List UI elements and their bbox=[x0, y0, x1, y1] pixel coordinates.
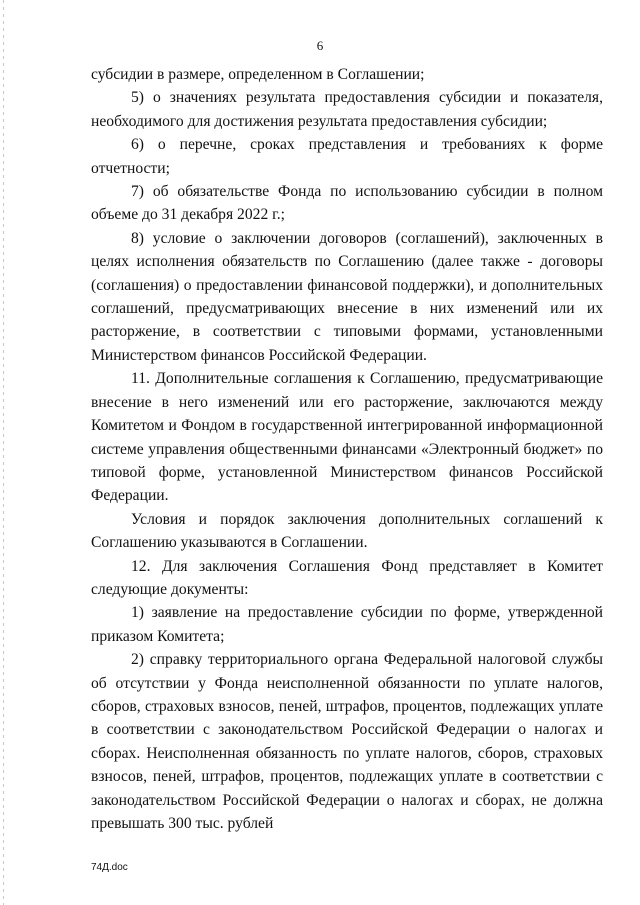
paragraph-clause-12: 12. Для заключения Соглашения Фонд представляет в Комитет следующие документы: bbox=[91, 557, 603, 598]
paragraph-conditions: Условия и порядок заключения дополнительных соглашений к Соглашению указываются в Соглашении. bbox=[91, 510, 603, 552]
footer-filename: 74Д.doc bbox=[91, 862, 128, 873]
paragraph-clause-11: 11. Дополнительные соглашения к Соглашению, предусматривающие внесение в него изменений или его расторжение, заключаются между Комитетом и Фондом в государственной интегрированной информационной системе управления общественными финансами «Электронный бюджет» по типовой форме, установленной Министерством финансов Российской Федерации. bbox=[91, 370, 603, 505]
document-body bbox=[91, 63, 603, 835]
paragraph-doc-2: 2) справку территориального органа Федеральной налоговой службы об отсутствии у Фонда неисполненной обязанности по уплате налогов, сборов, страховых взносов, пеней, штрафов, процентов, подлежащих уплате в соответствии с законодательством Российской Федерации о налогах и сборах. Неисполненная обязанность по уплате налогов, сборов, страховых взносов, пеней, штрафов, процентов, подлежащих уплате в соответствии с законодательством Российской Федерации о налогах и сборах, не должна превышать 300 тыс. рублей bbox=[91, 651, 603, 832]
paragraph-doc-1: 1) заявление на предоставление субсидии по форме, утвержденной приказом Комитета; bbox=[91, 604, 603, 645]
paragraph-continuation: субсидии в размере, определенном в Соглашении; bbox=[91, 66, 425, 83]
paragraph-item-6: 6) о перечне, сроках представления и требованиях к форме отчетности; bbox=[91, 136, 603, 177]
scan-edge-line bbox=[3, 0, 4, 905]
paragraph-item-5: 5) о значениях результата предоставления субсидии и показателя, необходимого для достижения результата предоставления субсидии; bbox=[91, 89, 603, 130]
paragraph-item-8: 8) условие о заключении договоров (соглашений), заключенных в целях исполнения обязательств по Соглашению (далее также - договоры (соглашения) о предоставлении финансовой поддержки), и дополнительных соглашений, предусматривающих внесение в них изменений или их расторжение, в соответствии с типовыми формами, установленными Министерством финансов Российской Федерации. bbox=[91, 229, 603, 364]
paragraph-item-7: 7) об обязательстве Фонда по использованию субсидии в полном объеме до 31 декабря 2022 г.; bbox=[91, 183, 603, 224]
page-number: 6 bbox=[316, 38, 324, 53]
